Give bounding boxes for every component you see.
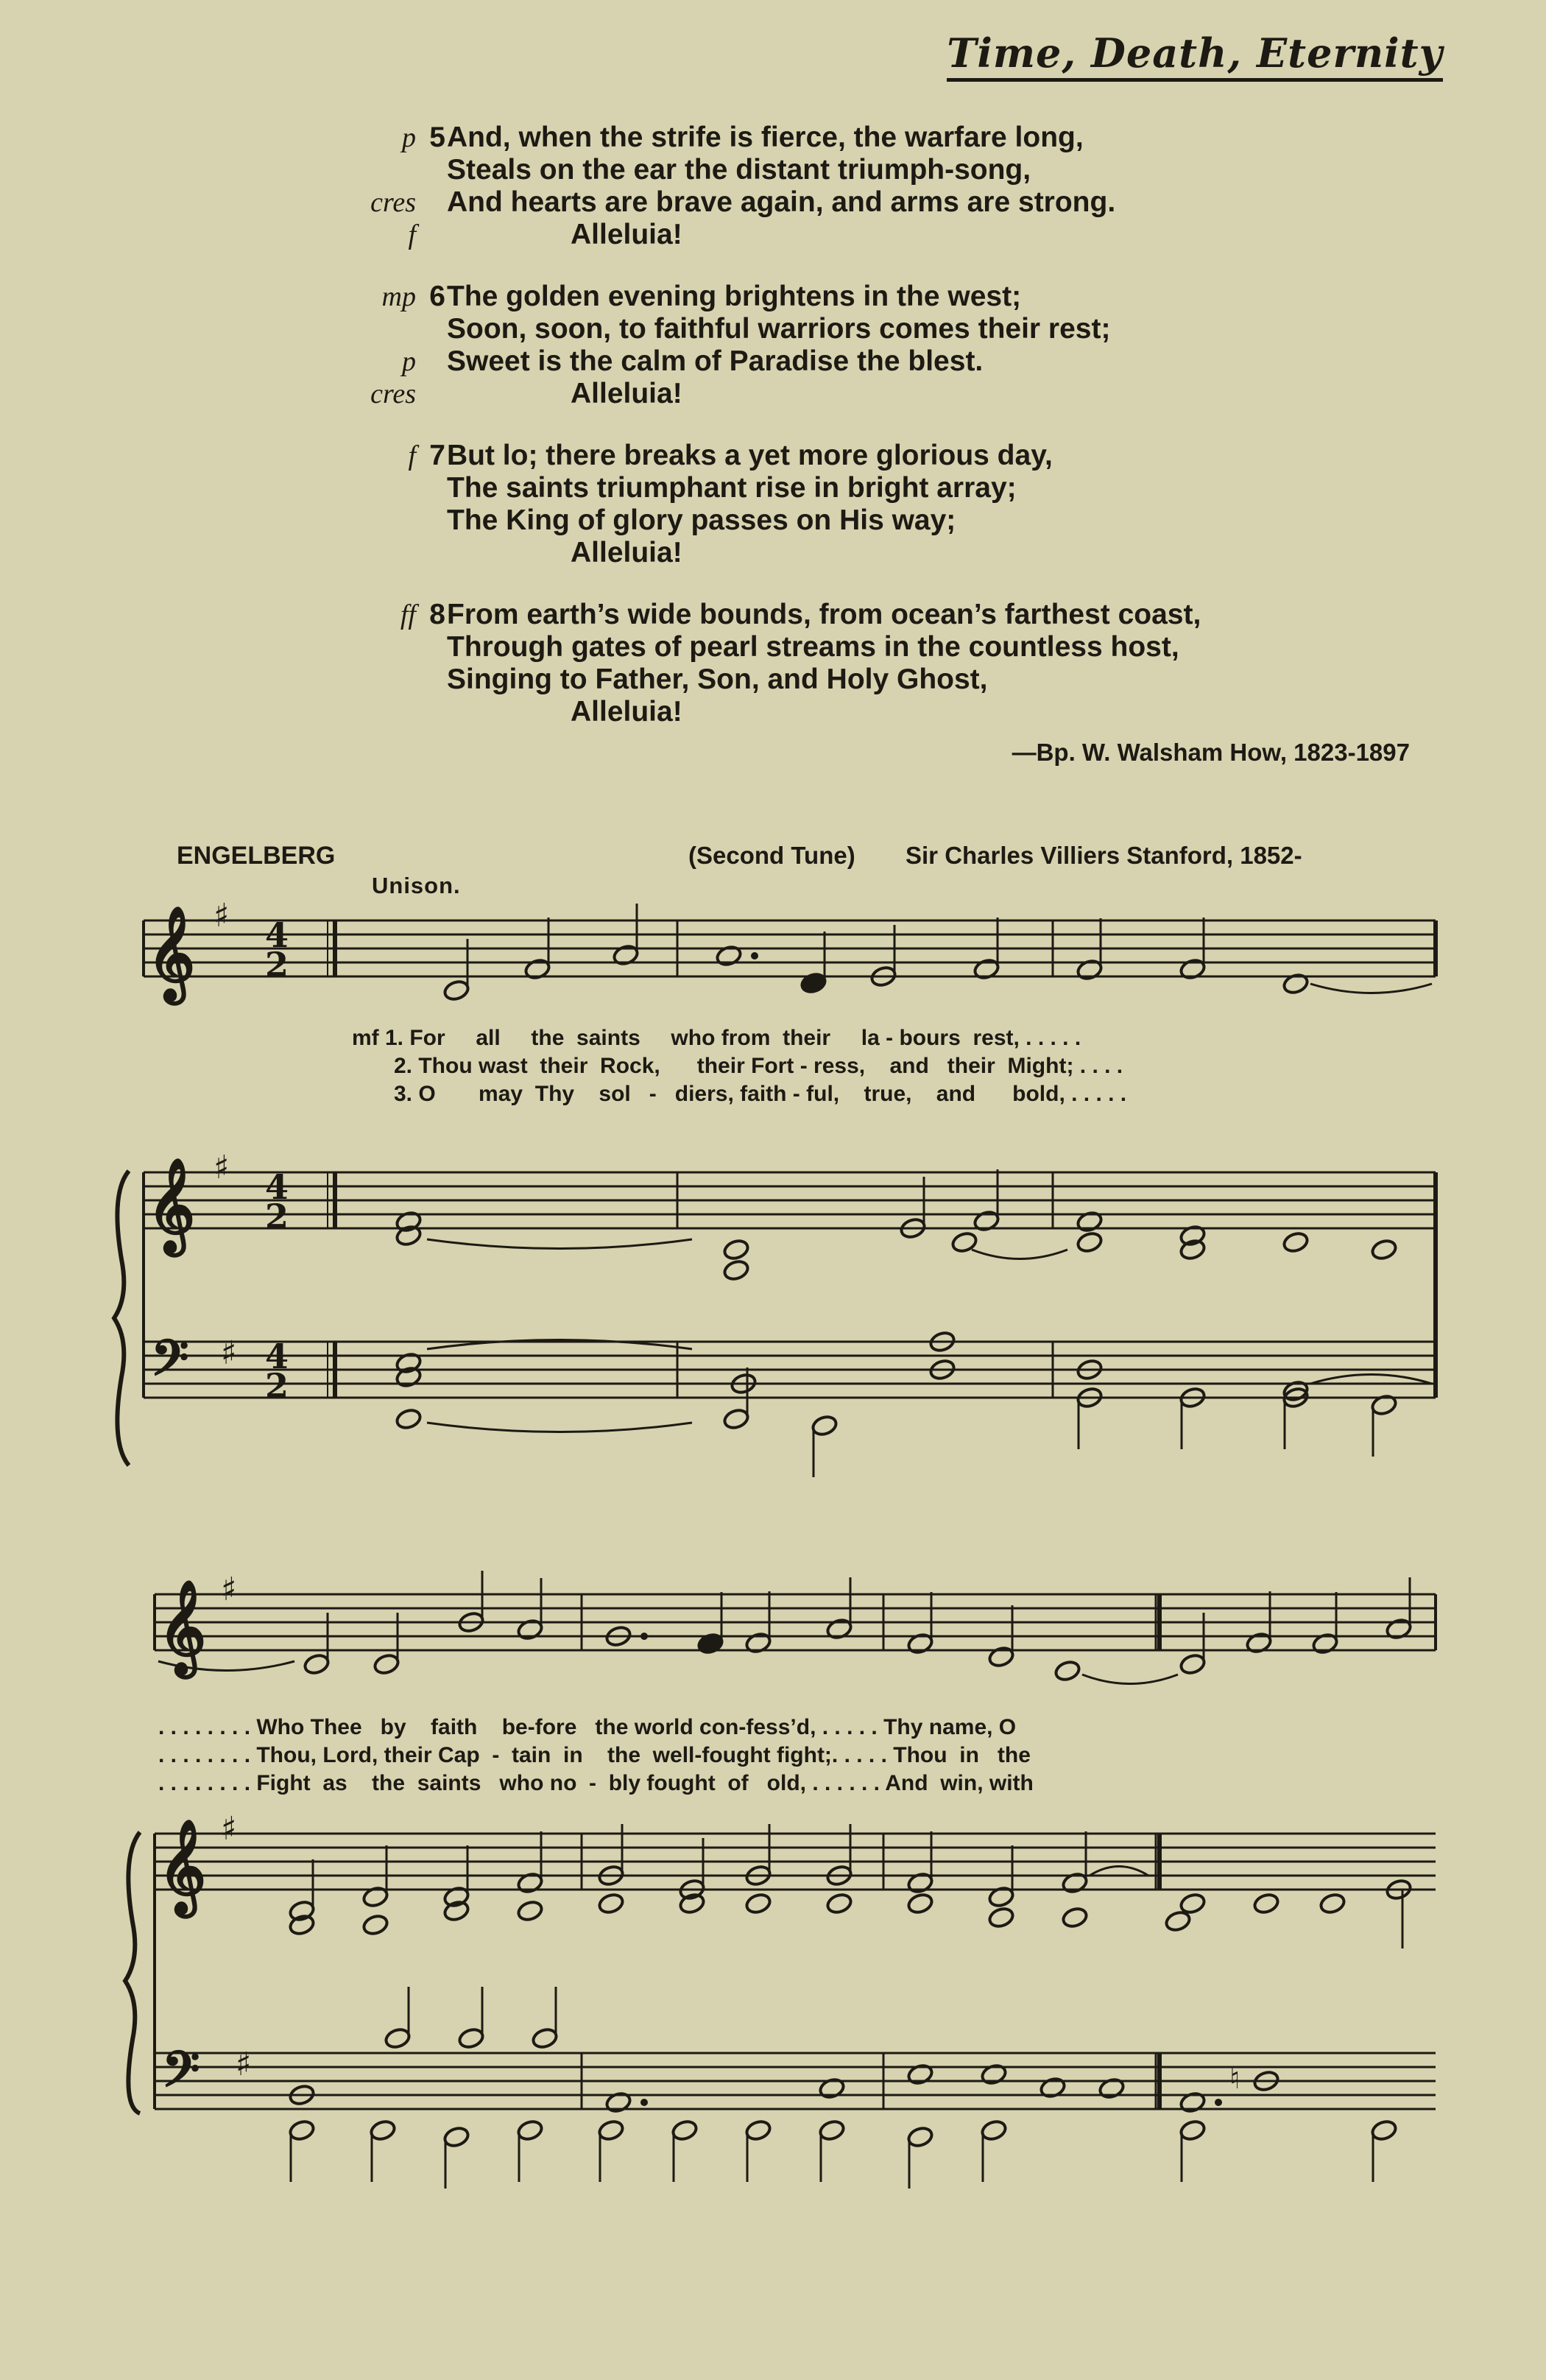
dynamic-marking: ff (400, 599, 416, 630)
verse-text: Singing to Father, Son, and Holy Ghost, (447, 663, 988, 695)
brace (125, 1832, 140, 2113)
tie (427, 1423, 692, 1432)
note-head (442, 979, 470, 1002)
note-head (987, 1645, 1015, 1669)
verse-text: From earth’s wide bounds, from ocean’s farthest coast, (447, 599, 1201, 630)
verse-text: Alleluia! (571, 219, 682, 250)
note-head (1053, 1659, 1081, 1683)
note-head (516, 2119, 544, 2142)
dot (1215, 2099, 1222, 2106)
note-head (1179, 1652, 1207, 1676)
sharp-icon: ♯ (221, 1571, 237, 1608)
author-attribution: —Bp. W. Walsham How, 1823-1897 (1012, 739, 1410, 766)
note-head (744, 2119, 772, 2142)
treble-clef-icon: 𝄞 (158, 1818, 207, 1913)
natural-icon: ♮ (1229, 2061, 1240, 2096)
sharp-icon: ♯ (221, 1334, 237, 1372)
tune-name: ENGELBERG (177, 842, 336, 870)
lyric-line-s1-v1: mf 1. For all the saints who from their la - bours rest, . . . . . (352, 1026, 1081, 1050)
time-signature: 4 (265, 1337, 289, 1376)
time-signature: 2 (265, 1197, 289, 1236)
time-signature: 4 (265, 915, 289, 955)
treble-clef-icon: 𝄞 (147, 905, 196, 1000)
note-head (1076, 1231, 1104, 1254)
tie (1310, 984, 1432, 993)
treble-clef-icon: 𝄞 (147, 1157, 196, 1252)
verse-number: 6 (429, 281, 445, 312)
note-head (531, 2027, 559, 2050)
note-head (1252, 1892, 1280, 1915)
lyric-line-s1-v3: 3. O may Thy sol - diers, faith - ful, true, and bold, . . . . . (394, 1082, 1127, 1106)
dot (751, 952, 758, 960)
sharp-icon: ♯ (213, 897, 230, 934)
note-head (722, 1238, 750, 1261)
note-head (811, 1414, 839, 1437)
tie (972, 1250, 1067, 1259)
note-head (671, 2119, 699, 2142)
verse-text: Steals on the ear the distant triumph-song, (447, 154, 1031, 186)
time-signature: 4 (265, 1167, 289, 1207)
sharp-icon: ♯ (236, 2046, 252, 2083)
note-head (457, 2027, 485, 2050)
verse-text: The saints triumphant rise in bright array; (447, 472, 1017, 504)
note-head (818, 2119, 846, 2142)
note-head (395, 1407, 423, 1431)
note-head (906, 1892, 934, 1915)
dot (640, 2099, 648, 2106)
dynamic-marking: p (402, 346, 416, 377)
lyric-line-s2-v3: . . . . . . . . Fight as the saints who no - bly fought of old, . . . . . . And win, with (158, 1771, 1034, 1795)
note-head (1179, 2119, 1207, 2142)
note-head (384, 2027, 412, 2050)
brace (114, 1171, 129, 1465)
note-head (597, 1892, 625, 1915)
note-head (1370, 2119, 1398, 2142)
dot (640, 1633, 648, 1640)
page-header-title: Time, Death, Eternity (947, 29, 1443, 82)
verse-number: 5 (429, 122, 445, 153)
sharp-icon: ♯ (213, 1149, 230, 1186)
note-head (597, 2119, 625, 2142)
note-head (373, 1652, 400, 1676)
note-head (369, 2119, 397, 2142)
note-head (303, 1652, 331, 1676)
bass-clef-icon: 𝄢 (162, 2041, 200, 2110)
verse-text: Alleluia! (571, 537, 682, 568)
dynamic-marking: p (402, 122, 416, 153)
lyric-line-s2-v2: . . . . . . . . Thou, Lord, their Cap - tain in the well-fought fight;. . . . . Thou in the (158, 1743, 1031, 1767)
verse-text: Soon, soon, to faithful warriors comes their rest; (447, 313, 1111, 345)
composer: Sir Charles Villiers Stanford, 1852- (906, 842, 1302, 869)
note-head (516, 1899, 544, 1923)
lyric-line-s2-v1: . . . . . . . . Who Thee by faith be-fore the world con-fess’d, . . . . . Thy name, O (158, 1715, 1017, 1739)
note-head (987, 1906, 1015, 1929)
note-head (1061, 1906, 1089, 1929)
note-head (1282, 1231, 1310, 1254)
verse-number: 7 (429, 440, 445, 471)
note-head (1319, 1892, 1346, 1915)
note-head (722, 1407, 750, 1431)
tie (1082, 1675, 1178, 1684)
verse-text: Alleluia! (571, 696, 682, 728)
tie (427, 1239, 692, 1249)
note-head (722, 1258, 750, 1282)
note-head (288, 2119, 316, 2142)
sharp-icon: ♯ (221, 1810, 237, 1848)
time-signature: 2 (265, 1366, 289, 1406)
verse-text: Alleluia! (571, 378, 682, 409)
note-head (1370, 1238, 1398, 1261)
lyric-line-s1-v2: 2. Thou wast their Rock, their Fort - ress, and their Might; . . . . (394, 1054, 1123, 1078)
dynamic-marking: f (408, 440, 416, 471)
note-head (906, 2125, 934, 2149)
bass-clef-icon: 𝄢 (151, 1329, 189, 1398)
note-head (800, 971, 827, 995)
tune-second-label: (Second Tune) (688, 842, 855, 869)
verse-number: 8 (429, 599, 445, 630)
verse-text: Sweet is the calm of Paradise the blest. (447, 345, 984, 377)
note-head (744, 1892, 772, 1915)
dynamic-marking: cres (370, 187, 416, 218)
verse-text: The golden evening brightens in the west; (447, 281, 1022, 312)
note-head (825, 1892, 853, 1915)
dynamic-marking: mp (381, 281, 416, 312)
verse-text: And hearts are brave again, and arms are strong. (447, 186, 1116, 218)
note-head (361, 1913, 389, 1937)
note-head (442, 2125, 470, 2149)
verse-text: But lo; there breaks a yet more glorious day, (447, 440, 1053, 471)
verse-text: And, when the strife is fierce, the warfare long, (447, 122, 1084, 153)
dynamic-marking: cres (370, 379, 416, 409)
verse-text: The King of glory passes on His way; (447, 504, 956, 536)
verse-text: Through gates of pearl streams in the countless host, (447, 631, 1179, 663)
tie (1310, 1375, 1432, 1384)
treble-clef-icon: 𝄞 (158, 1579, 207, 1674)
time-signature: 2 (265, 945, 289, 985)
performance-direction: Unison. (372, 873, 461, 898)
dynamic-marking: f (408, 219, 416, 250)
tie (1090, 1867, 1148, 1876)
note-head (980, 2119, 1008, 2142)
